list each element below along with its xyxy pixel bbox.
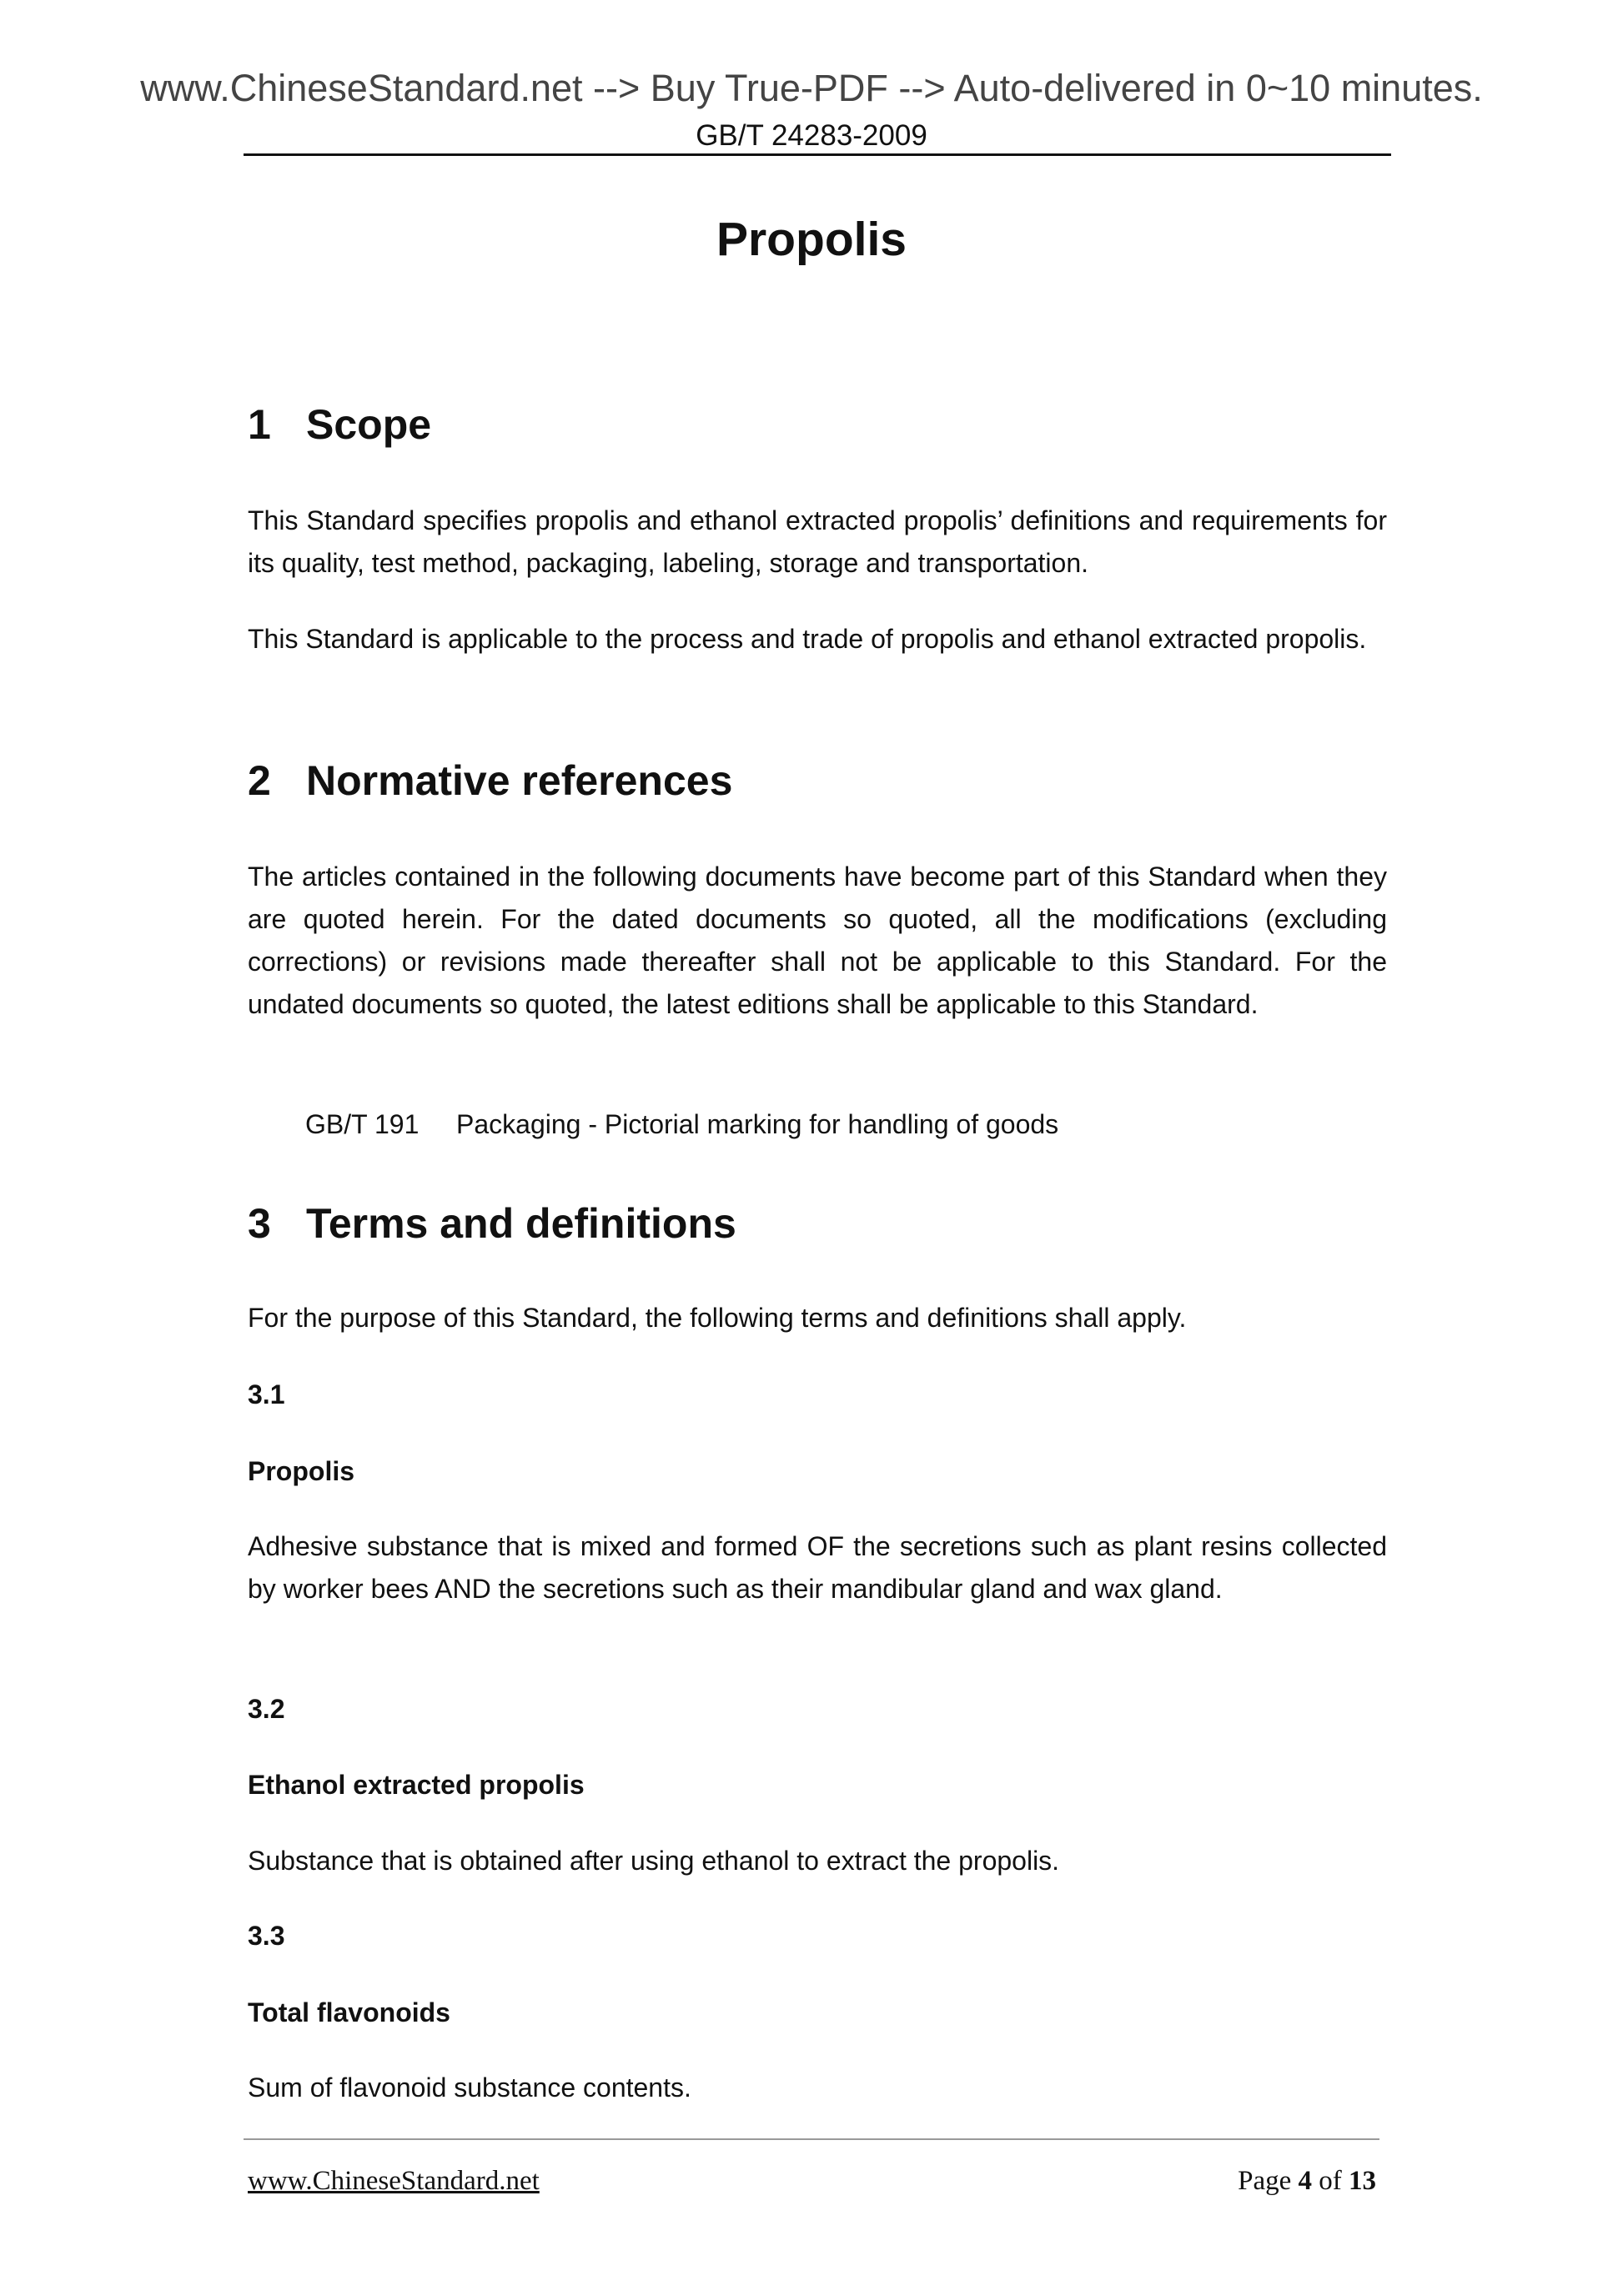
section-heading-normative-references (248, 756, 732, 806)
section-number: 1 (248, 401, 271, 448)
paragraph: The articles contained in the following documents have become part of this Standard when they are quoted herein. For the dated documents so quoted, all the modifications (excluding corrections) or revisions made thereafter shall not be applicable to this Standard. For the undated documents so quoted, the latest editions shall be applicable to this Standard. (248, 862, 1387, 1019)
reference-item (305, 1103, 1058, 1146)
header-banner: www.ChineseStandard.net --> Buy True-PDF --> Auto-delivered in 0~10 minutes. (140, 67, 1483, 109)
section-title: Terms and definitions (306, 1200, 736, 1247)
term-number: 3.2 (248, 1694, 285, 1724)
term-definition: Adhesive substance that is mixed and formed OF the secretions such as plant resins collected by worker bees AND the secretions such as their mandibular gland and wax gland. (248, 1531, 1387, 1604)
paragraph: This Standard is applicable to the process and trade of propolis and ethanol extracted propolis. (248, 624, 1367, 654)
reference-title: Packaging - Pictorial marking for handling of goods (456, 1109, 1059, 1139)
term-definition: Substance that is obtained after using ethanol to extract the propolis. (248, 1846, 1060, 1876)
term-number: 3.1 (248, 1379, 285, 1409)
paragraph: This Standard specifies propolis and ethanol extracted propolis’ definitions and requirements for its quality, test method, packaging, labeling, storage and transportation. (248, 505, 1387, 578)
term-definition: Sum of flavonoid substance contents. (248, 2072, 691, 2103)
page-indicator (1238, 2163, 1376, 2198)
section-number: 2 (248, 757, 271, 804)
header-rule (244, 153, 1391, 156)
section-heading-terms-definitions (248, 1198, 736, 1248)
section-title: Scope (306, 401, 432, 448)
section-heading-scope (248, 399, 431, 450)
term-name: Total flavonoids (248, 1997, 450, 2027)
of-label: of (1319, 2166, 1342, 2196)
page-label: Page (1238, 2166, 1292, 2196)
section-title: Normative references (306, 757, 733, 804)
term-name: Propolis (248, 1456, 355, 1486)
term-name: Ethanol extracted propolis (248, 1770, 585, 1800)
paragraph: For the purpose of this Standard, the following terms and definitions shall apply. (248, 1303, 1187, 1333)
total-pages: 13 (1349, 2166, 1376, 2196)
term-number: 3.3 (248, 1921, 285, 1951)
reference-code: GB/T 191 (305, 1109, 420, 1139)
document-number: GB/T 24283-2009 (696, 119, 927, 152)
current-page: 4 (1298, 2166, 1312, 2196)
section-number: 3 (248, 1200, 271, 1247)
document-title: Propolis (716, 213, 907, 266)
footer-rule (244, 2138, 1379, 2140)
footer-website-link[interactable]: www.ChineseStandard.net (248, 2166, 540, 2196)
